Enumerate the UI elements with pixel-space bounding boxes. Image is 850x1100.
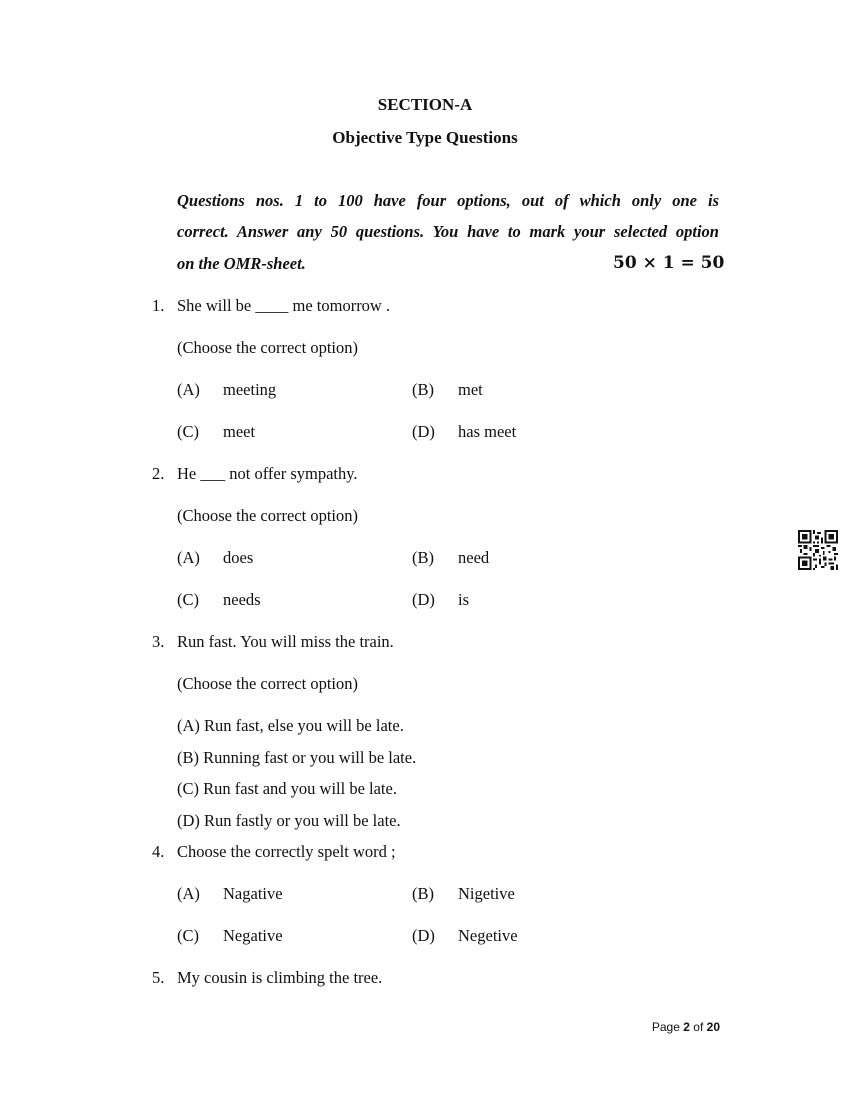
option-label: (B) xyxy=(412,884,434,903)
option-text: Negetive xyxy=(458,926,518,945)
instructions-line-2: correct. Answer any 50 questions. You have to mark your selected option xyxy=(177,222,719,241)
instructions-line-1: Questions nos. 1 to 100 have four options, out of which only one is xyxy=(177,191,719,210)
option-label: (C) xyxy=(177,590,199,609)
question-number: 1. xyxy=(152,296,165,315)
option-label: (A) xyxy=(177,884,200,903)
question-number: 2. xyxy=(152,464,165,483)
section-title: SECTION-A xyxy=(377,95,473,114)
question-number: 5. xyxy=(152,968,165,987)
option-full xyxy=(177,779,397,799)
question-text: Run fast. You will miss the train. xyxy=(177,632,394,651)
option-text: Running fast or you will be late. xyxy=(203,748,417,767)
option-text: Run fast and you will be late. xyxy=(203,779,397,798)
question-number: 3. xyxy=(152,632,165,651)
option-text: is xyxy=(458,590,470,609)
option-full xyxy=(177,811,401,831)
page-total: 20 xyxy=(706,1020,720,1034)
qr-code-icon xyxy=(798,530,838,570)
option-label: (C) xyxy=(177,926,199,945)
question-text: She will be ____ me tomorrow . xyxy=(177,296,391,315)
marks-formula: 50 × 1 = 50 xyxy=(613,253,725,273)
option-label: (B) xyxy=(177,748,199,767)
option-text: Run fast, else you will be late. xyxy=(204,716,404,735)
option-text: met xyxy=(458,380,483,399)
option-label: (D) xyxy=(177,811,200,830)
option-label: (A) xyxy=(177,716,200,735)
option-label: (D) xyxy=(412,926,435,945)
option-label: (B) xyxy=(412,380,434,399)
option-text: Negative xyxy=(223,926,283,945)
section-subtitle: Objective Type Questions xyxy=(332,128,518,147)
option-text: needs xyxy=(223,590,261,609)
instructions-line-3: on the OMR-sheet. xyxy=(177,254,306,273)
option-label: (A) xyxy=(177,548,200,567)
question-text: He ___ not offer sympathy. xyxy=(177,464,358,483)
question-text: Choose the correctly spelt word ; xyxy=(177,842,396,861)
option-text: meet xyxy=(223,422,256,441)
option-text: has meet xyxy=(458,422,517,441)
option-text: Nagative xyxy=(223,884,283,903)
option-label: (B) xyxy=(412,548,434,567)
option-text: need xyxy=(458,548,490,567)
question-hint: (Choose the correct option) xyxy=(177,674,358,693)
question-hint: (Choose the correct option) xyxy=(177,506,358,525)
option-text: meeting xyxy=(223,380,277,399)
option-label: (D) xyxy=(412,590,435,609)
option-label: (C) xyxy=(177,779,199,798)
option-full xyxy=(177,748,416,768)
page-footer xyxy=(652,1020,720,1034)
page-number: 2 xyxy=(683,1020,690,1034)
option-label: (A) xyxy=(177,380,200,399)
page-word: Page xyxy=(651,1020,680,1034)
option-text: Run fastly or you will be late. xyxy=(204,811,401,830)
of-word: of xyxy=(693,1020,704,1034)
option-text: does xyxy=(223,548,254,567)
question-number: 4. xyxy=(152,842,165,861)
option-full xyxy=(177,716,404,736)
question-hint: (Choose the correct option) xyxy=(177,338,358,357)
option-label: (D) xyxy=(412,422,435,441)
option-text: Nigetive xyxy=(458,884,515,903)
question-text: My cousin is climbing the tree. xyxy=(177,968,383,987)
option-label: (C) xyxy=(177,422,199,441)
